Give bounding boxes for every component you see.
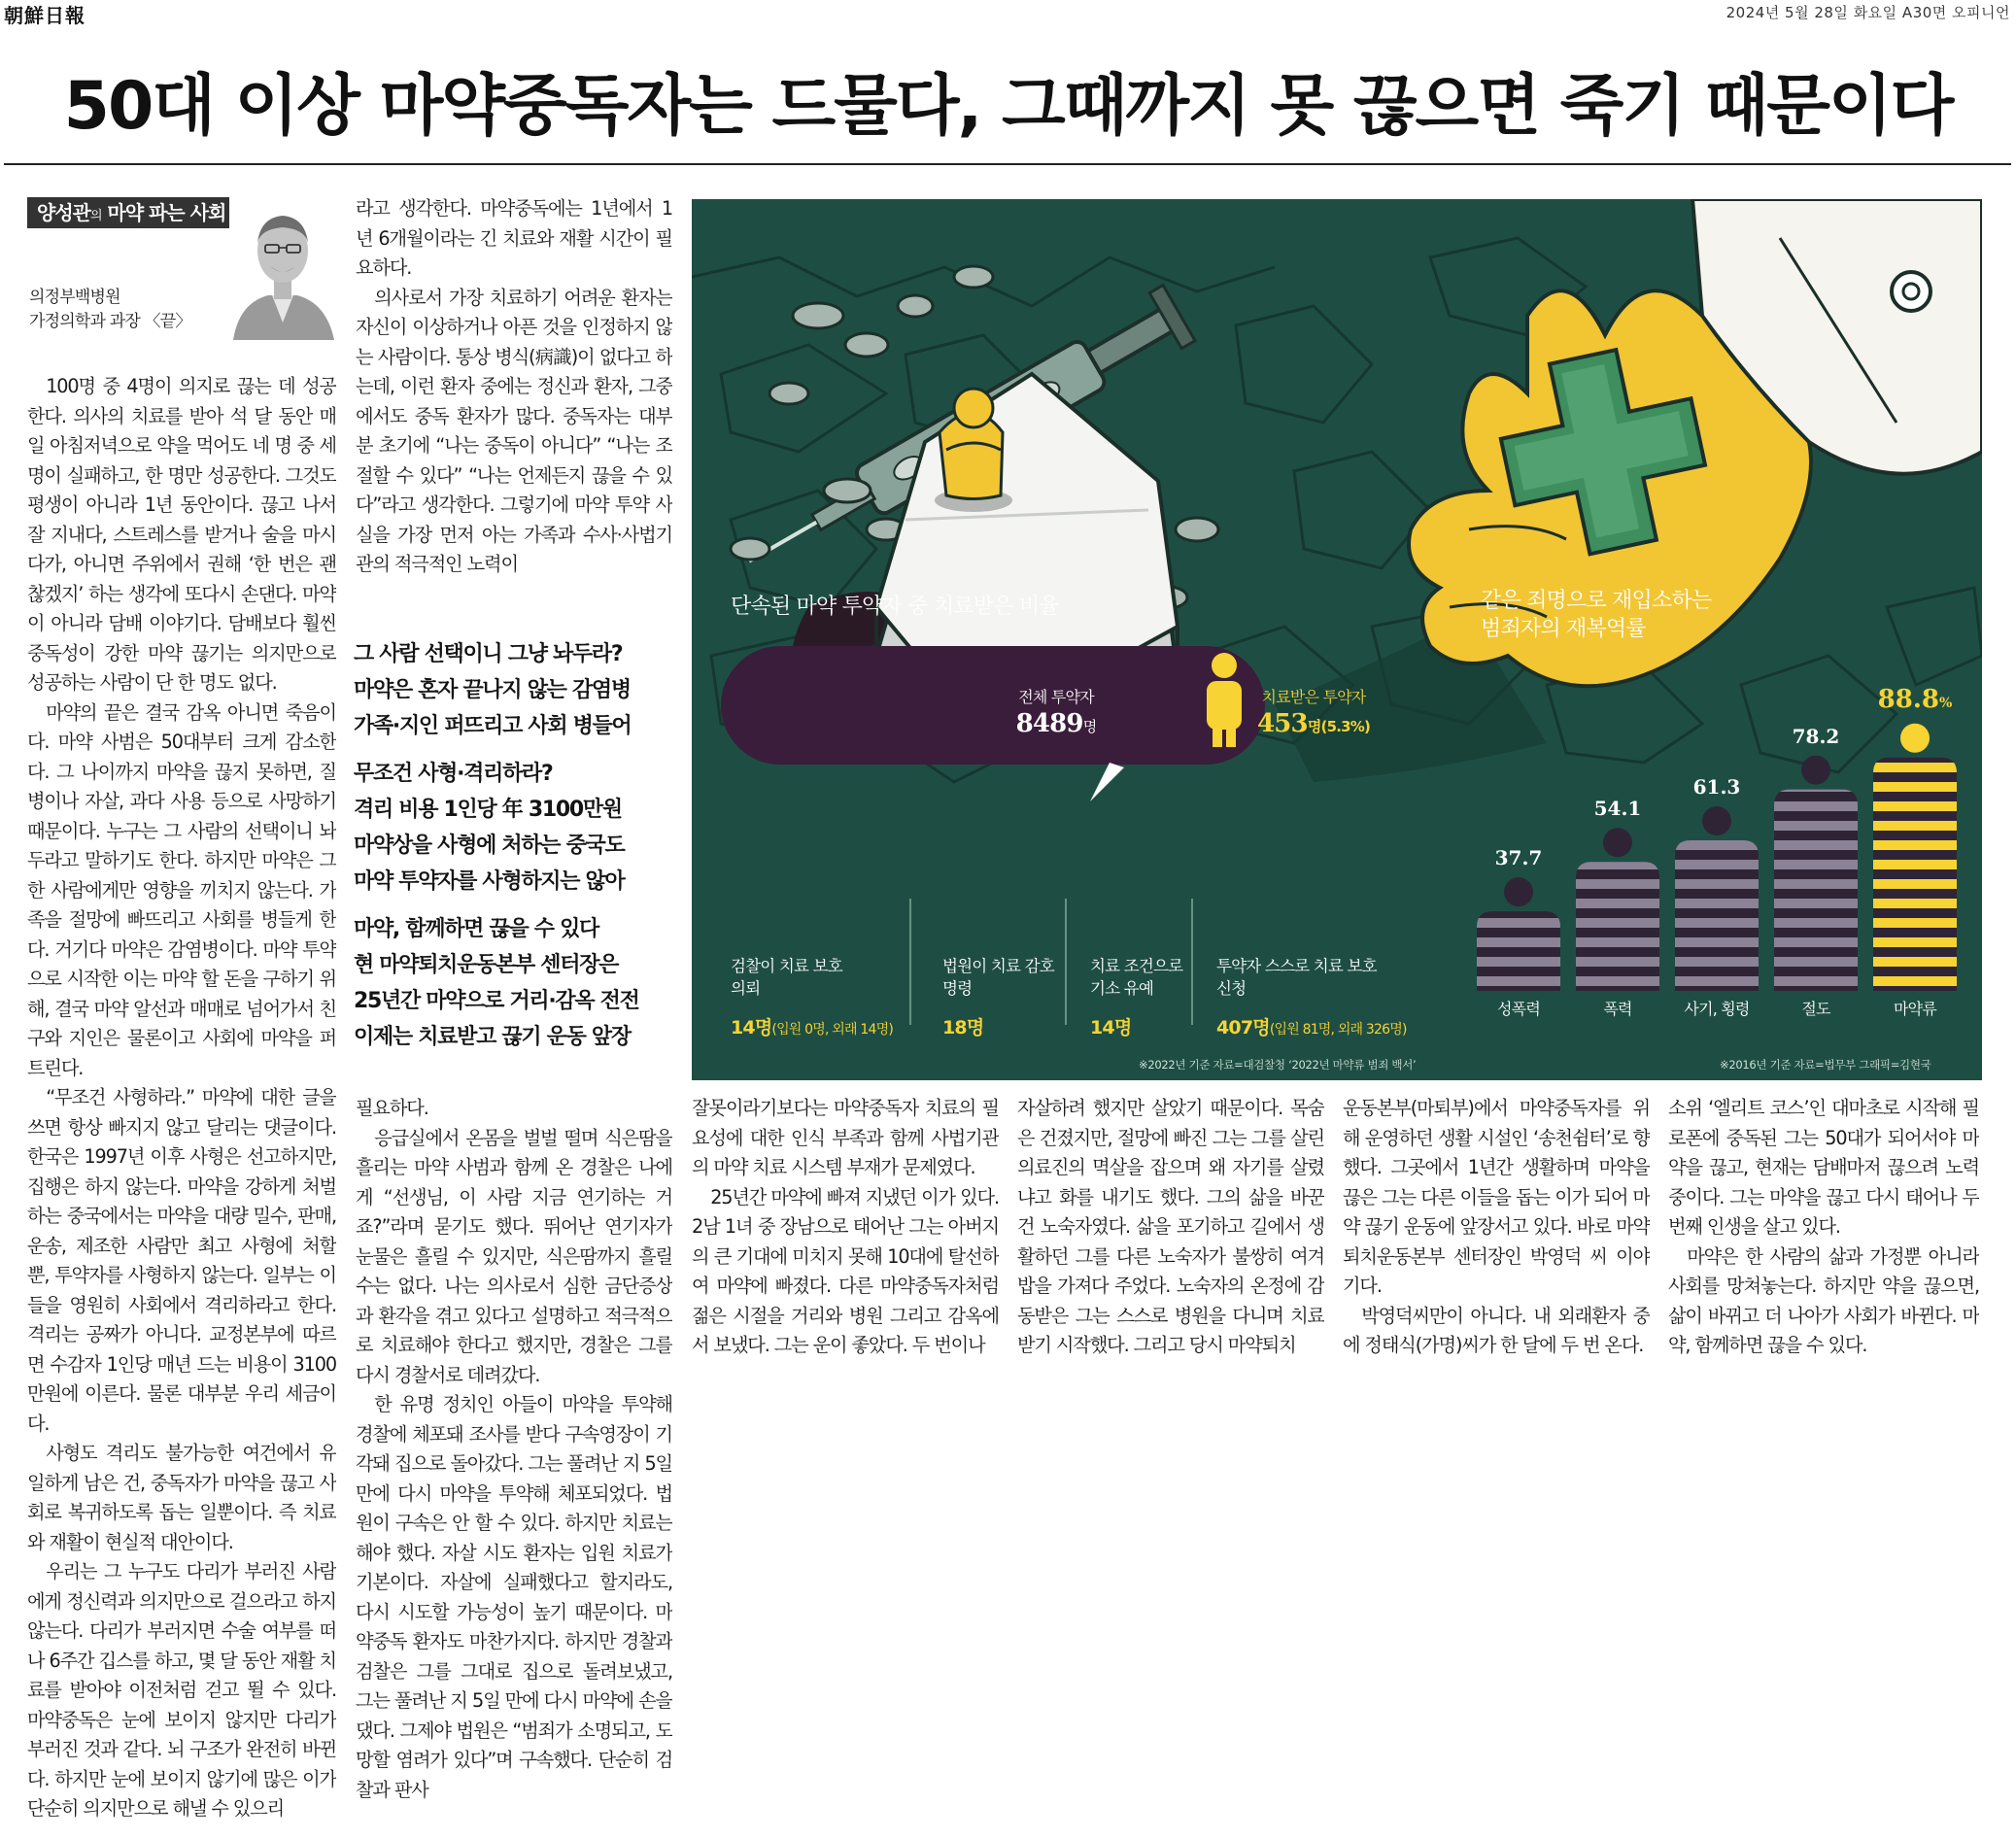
author-portrait-icon xyxy=(229,194,336,340)
bar-성폭력 xyxy=(1477,911,1560,991)
paragraph: 100명 중 4명이 의지로 끊는 데 성공한다. 의사의 치료를 받아 석 달 동안 매일 아침저녁으로 약을 먹어도 네 명 중 세 명이 실패하고, 한 명만 성공한다. 그것도 평생이 아니라 1년 동안이다. 끊고 나서 잘 지내다, 스트레스를 받거나 술을 마시다가, 아니면 주위에서 권해 ‘한 번은 괜찮겠지’ 하는 생각에 또다시 손댄다. 마약이 아니라 담배 이야기다. 담배보다 훨씬 중독성이 강한 마약 끊기는 의지만으로 성공하는 사람이 단 한 명도 없다. xyxy=(27,375,336,694)
pull-quote-group-3 xyxy=(354,911,674,1055)
total-users-label xyxy=(988,685,1124,707)
bar-category-label: 폭력 xyxy=(1603,1000,1632,1018)
item-value-detail: (입원 0명, 외래 14명) xyxy=(771,1022,893,1038)
infographic-left-title: 단속된 마약 투약자 중 치료받은 비율 xyxy=(731,595,1059,619)
paragraph: 소위 ‘엘리트 코스’인 대마초로 시작해 필로폰에 중독된 그는 50대가 되어서야 마약을 끊고, 현재는 담배마저 끊으려 노력 중이다. 그는 마약을 끊고 다시 태어나 두 번째 인생을 살고 있다. xyxy=(1668,1097,1979,1238)
bar-category-label: 마약류 xyxy=(1894,1000,1936,1018)
article-column-5 xyxy=(1343,1094,1650,1385)
bar-category-label: 절도 xyxy=(1801,1000,1830,1018)
paragraph: 운동본부(마퇴부)에서 마약중독자를 위해 운영하던 생활 시설인 ‘송천쉼터’로 향했다. 그곳에서 1년간 생활하며 마약을 끊은 그는 다른 이들을 돕는 이가 되어 마약 끊기 운동에 앞장서고 있다. 바로 마약퇴치운동본부 센터장인 박영덕 씨 이야기다. xyxy=(1343,1097,1650,1297)
pull-quote: 마약은 혼자 끝나지 않는 감염병 xyxy=(354,678,631,702)
pull-quote-group-1 xyxy=(354,636,674,744)
issue-info: 2024년 5월 28일 화요일 A30면 오피니언 xyxy=(1726,4,2010,21)
byline-affiliation-2: 가정의학과 과장 〈끝〉 xyxy=(29,312,191,331)
bar-category-label: 사기, 횡령 xyxy=(1684,1000,1750,1018)
pull-quote: 25년간 마약으로 거리·감옥 전전 xyxy=(354,989,639,1013)
paragraph: 한 유명 정치인 아들이 마약을 투약해 경찰에 체포돼 조사를 받다 구속영장이 기각돼 집으로 돌아갔다. 그는 풀려난 지 5일 만에 다시 마약을 투약해 체포되었다. 법원이 구속은 안 할 수 있다. 하지만 치료는 해야 했다. 자살 시도 환자는 입원 치료가 기본이다. 자살에 실패했다고 할지라도, 다시 시도할 가능성이 높기 때문이다. 마약중독 환자도 마찬가지다. 하지만 경찰과 검찰은 그를 그대로 집으로 돌려보냈고, 그는 풀려난 지 5일 만에 다시 마약에 손을 댔다. 그제야 법원은 “범죄가 소명되고, 도망할 염려가 있다”며 구속했다. 단순히 검찰과 판사 xyxy=(356,1393,672,1801)
byline xyxy=(29,286,233,334)
chart-title-1: 같은 죄명으로 재입소하는 xyxy=(1481,589,1712,613)
paragraph: 의사로서 가장 치료하기 어려운 환자는 자신이 이상하거나 아픈 것을 인정하지 않는 사람이다. 통상 병식(病識)이 없다고 하는데, 이런 환자 중에는 정신과 환자, 그중에서도 중독 환자가 많다. 중독자는 대부분 초기에 “나는 중독이 아니다” “나는 조절할 수 있다” “나는 언제든지 끊을 수 있다”라고 생각한다. 그렇기에 마약 투약 사실을 가장 먼저 아는 가족과 수사·사법기관의 적극적인 노력이 xyxy=(356,286,672,575)
bar-사기, 횡령 xyxy=(1675,840,1759,991)
paragraph: 마약의 끝은 결국 감옥 아니면 죽음이다. 마약 사범은 50대부터 크게 감소한다. 그 나이까지 마약을 끊지 못하면, 질병이나 자살, 과다 사용 등으로 사망하기 때문이다. 누구는 그 사람의 선택이니 놔두라고 말하기도 한다. 하지만 마약은 그 한 사람에게만 영향을 끼치지 않는다. 가족을 절망에 빠뜨리고 사회를 병들게 한다. 거기다 마약은 감염병이다. 마약 투약으로 시작한 이는 마약 할 돈을 구하기 위해, 결국 마약 알선과 매매로 넘어가서 친구와 지인은 물론이고 사회에 마약을 퍼트린다. xyxy=(27,700,336,1079)
pull-quote: 가족·지인 퍼뜨리고 사회 병들어 xyxy=(354,714,632,738)
treated-users-label-text: 치료받은 투약자 xyxy=(1261,688,1366,706)
pull-quote: 현 마약퇴치운동본부 센터장은 xyxy=(354,953,619,977)
item-value xyxy=(1216,1013,1407,1039)
bar-value-label: 88.8% xyxy=(1877,684,1953,714)
series-name: 양성관 xyxy=(37,201,90,224)
bar-category-label: 성폭력 xyxy=(1497,1000,1540,1018)
bar-figure-head xyxy=(1900,724,1930,753)
item-label-1: 검찰이 치료 보호 xyxy=(731,957,842,975)
treated-users-value xyxy=(1216,709,1411,738)
pull-quote: 격리 비용 1인당 年 3100만원 xyxy=(354,798,622,822)
article-column-2-bottom xyxy=(356,1094,672,1829)
item-value xyxy=(731,1013,893,1039)
paragraph: 자살하려 했지만 살았기 때문이다. 목숨은 건졌지만, 절망에 빠진 그는 그를 살린 의료진의 멱살을 잡으며 왜 자기를 살렸냐고 화를 내기도 했다. 그의 삶을 바꾼 건 노숙자였다. 삶을 포기하고 길에서 생활하던 그를 다른 노숙자가 불쌍히 여겨 밥을 가져다 주었다. 노숙자의 온정에 감동받은 그는 스스로 병원을 다니며 치료받기 시작했다. 그리고 당시 마약퇴치 xyxy=(1017,1097,1324,1356)
bar-폭력 xyxy=(1576,862,1659,991)
item-value-number: 14명 xyxy=(1090,1017,1132,1038)
pull-quote: 마약, 함께하면 끊을 수 있다 xyxy=(354,917,598,941)
bar-figure-head xyxy=(1504,877,1533,906)
item-value-number: 14명 xyxy=(731,1017,772,1038)
pull-quote-group-2 xyxy=(354,756,674,900)
bar-figure-head xyxy=(1603,828,1632,857)
article-column-6 xyxy=(1668,1094,1979,1385)
total-users-number: 8489 xyxy=(1015,709,1083,738)
bar-마약류 xyxy=(1873,758,1957,991)
total-users-unit: 명 xyxy=(1082,718,1097,735)
total-users-label-text: 전체 투약자 xyxy=(1018,688,1094,706)
item-label-2: 의뢰 xyxy=(731,979,761,998)
paragraph: 마약은 한 사람의 삶과 가정뿐 아니라 사회를 망쳐놓는다. 하지만 약을 끊으면, 삶이 바뀌고 더 나아가 사회가 바뀐다. 마약, 함께하면 끊을 수 있다. xyxy=(1668,1244,1979,1356)
left-source: ※2022년 기준 자료=대검찰청 ‘2022년 마약류 범죄 백서’ xyxy=(1139,1058,1417,1072)
article-column-1 xyxy=(27,372,336,1829)
item-value-detail: (입원 81명, 외래 326명) xyxy=(1269,1022,1407,1038)
item-label-2: 신청 xyxy=(1216,979,1247,998)
item-label-2: 기소 유예 xyxy=(1090,979,1154,998)
article-column-2-top xyxy=(356,194,672,578)
pull-quote: 무조건 사형·격리하라? xyxy=(354,762,553,786)
bar-value-label: 78.2 xyxy=(1792,724,1840,748)
item-value-number: 18명 xyxy=(942,1017,984,1038)
bar-figure-head xyxy=(1801,756,1830,785)
paragraph: 사형도 격리도 불가능한 여건에서 유일하게 남은 건, 중독자가 마약을 끊고 사회로 복귀하도록 돕는 일뿐이다. 즉 치료와 재활이 현실적 대안이다. xyxy=(27,1442,336,1553)
paragraph: 박영덕씨만이 아니다. 내 외래환자 중에 정태식(가명)씨가 한 달에 두 번 온다. xyxy=(1343,1304,1650,1356)
article-column-4 xyxy=(1017,1094,1324,1385)
right-source: ※2016년 기준 자료=법무부 그래픽=김현국 xyxy=(1720,1058,1931,1072)
pull-quote: 마약 투약자를 사형하지는 않아 xyxy=(354,869,625,894)
item-value-number: 407명 xyxy=(1216,1017,1270,1038)
bar-value-label: 37.7 xyxy=(1494,846,1543,870)
item-label-1: 투약자 스스로 치료 보호 xyxy=(1216,957,1377,975)
pull-quote: 그 사람 선택이니 그냥 놔두라? xyxy=(354,642,623,666)
masthead xyxy=(0,0,2016,27)
treated-users-unit: 명(5.3%) xyxy=(1307,718,1371,735)
paragraph: 25년간 마약에 빠져 지냈던 이가 있다. 2남 1녀 중 장남으로 태어난 그는 아버지의 큰 기대에 미치지 못해 10대에 탈선하여 마약에 빠졌다. 다른 마약중독자처럼 젊은 시절을 거리와 병원 그리고 감옥에서 보냈다. 그는 운이 좋았다. 두 번이나 xyxy=(692,1185,999,1356)
bar-절도 xyxy=(1774,790,1858,991)
infographic xyxy=(692,199,1982,1080)
paragraph: 라고 생각한다. 마약중독에는 1년에서 1년 6개월이라는 긴 치료와 재활 시간이 필요하다. xyxy=(356,197,672,279)
bar-value-unit: % xyxy=(1939,695,1953,711)
newspaper-logo: 朝鮮日報 xyxy=(4,4,85,27)
bar-figure-head xyxy=(1702,806,1731,835)
treated-users-label xyxy=(1216,685,1411,707)
series-tag xyxy=(27,197,253,228)
pull-quote: 마약상을 사형에 처하는 중국도 xyxy=(354,834,625,858)
paragraph: 우리는 그 누구도 다리가 부러진 사람에게 정신력과 의지만으로 걸으라고 하지 않는다. 다리가 부러지면 수술 여부를 떠나 6주간 깁스를 하고, 몇 달 동안 재활 치료를 받아야 이전처럼 걷고 뛸 수 있다. 마약중독은 눈에 보이지 않지만 다리가 부러진 것과 같다. 뇌 구조가 완전히 바뀐다. 하지만 눈에 보이지 않기에 많은 이가 단순히 의지만으로 해낼 수 있으리 xyxy=(27,1560,336,1820)
chart-title-2: 범죄자의 재복역률 xyxy=(1481,617,1646,641)
headline-rule xyxy=(4,163,2011,165)
article-column-3 xyxy=(692,1094,999,1385)
item-label-1: 법원이 치료 감호 xyxy=(942,957,1054,975)
paragraph: “무조건 사형하라.” 마약에 대한 글을 쓰면 항상 빠지지 않고 달리는 댓글이다. 한국은 1997년 이후 사형은 선고하지만, 집행은 하지 않는다. 마약을 강하게 처벌하는 중국에서는 마약을 대량 밀수, 판매, 운송, 제조한 사람만 최고 사형에 처할 뿐, 투약자를 사형하지 않는다. 일부는 이들을 영원히 사회에서 격리하라고 한다. 격리는 공짜가 아니다. 교정본부에 따르면 수감자 1인당 매년 드는 비용이 3100만원에 이른다. 물론 대부분 우리 세금이다. xyxy=(27,1086,336,1435)
bar-value-label: 54.1 xyxy=(1593,797,1642,821)
item-label-1: 치료 조건으로 xyxy=(1090,957,1183,975)
byline-affiliation-1: 의정부백병원 xyxy=(29,288,120,307)
series-particle: 의 xyxy=(89,209,102,223)
total-users-value xyxy=(988,709,1124,738)
pull-quote: 이제는 치료받고 끊기 운동 앞장 xyxy=(354,1025,631,1049)
paragraph: 잘못이라기보다는 마약중독자 치료의 필요성에 대한 인식 부족과 함께 사법기관의 마약 치료 시스템 부재가 문제였다. xyxy=(692,1097,999,1178)
treated-users-number: 453 xyxy=(1256,709,1308,738)
paragraph: 응급실에서 온몸을 벌벌 떨며 식은땀을 흘리는 마약 사범과 함께 온 경찰은 나에게 “선생님, 이 사람 지금 연기하는 거죠?”라며 묻기도 했다. 뛰어난 연기자가 눈물은 흘릴 수 있지만, 식은땀까지 흘릴 수는 없다. 나는 의사로서 심한 금단증상과 환각을 겪고 있다고 설명하고 적극적으로 치료해야 한다고 했지만, 경찰은 그를 다시 경찰서로 데려갔다. xyxy=(356,1126,672,1386)
paragraph: 필요하다. xyxy=(356,1097,428,1119)
headline: 50대 이상 마약중독자는 드물다, 그때까지 못 끊으면 죽기 때문이다 xyxy=(63,68,1953,145)
bar-value-label: 61.3 xyxy=(1692,774,1741,799)
item-label-2: 명령 xyxy=(942,979,973,998)
series-title: 마약 파는 사회 xyxy=(101,201,226,224)
illustration-icon xyxy=(692,199,1982,1080)
